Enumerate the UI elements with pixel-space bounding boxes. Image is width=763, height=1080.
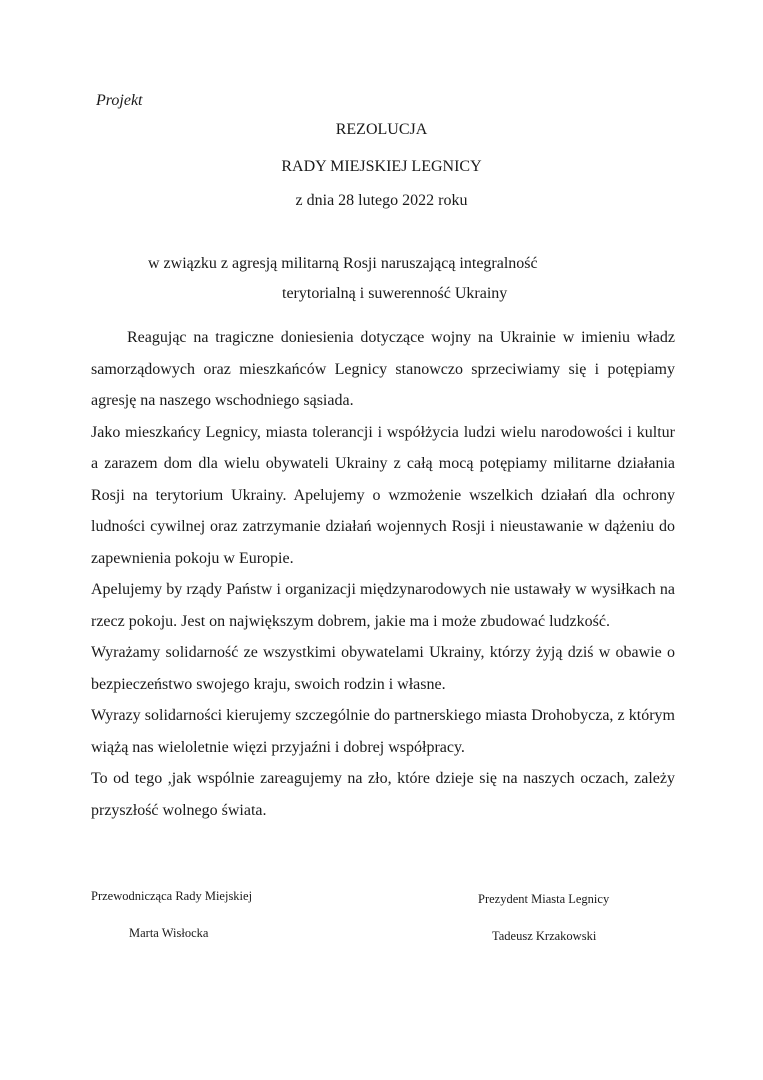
document-date: z dnia 28 lutego 2022 roku (295, 192, 468, 209)
body-paragraph-6: To od tego ,jak wspólnie zareagujemy na zło, które dzieje się na naszych oczach, zależy przyszłość wolnego świata. (91, 770, 675, 819)
right-signatory-name: Tadeusz Krzakowski (492, 929, 597, 943)
issuer-name: RADY MIEJSKIEJ LEGNICY (281, 158, 482, 175)
subject-line-2: terytorialną i suwerenność Ukrainy (282, 285, 508, 302)
subject-line-1: w związku z agresją militarną Rosji naruszającą integralność (148, 255, 538, 272)
resolution-body (91, 322, 675, 826)
body-paragraph-3: Apelujemy by rządy Państw i organizacji międzynarodowych nie ustawały w wysiłkach na rzecz pokoju. Jest on największym dobrem, jakie ma i może zbudować ludzkość. (91, 581, 675, 630)
left-signatory-role: Przewodnicząca Rady Miejskiej (91, 889, 253, 903)
body-paragraph-2: Jako mieszkańcy Legnicy, miasta tolerancji i współżycia ludzi wielu narodowości i kultur a zarazem dom dla wielu obywateli Ukrainy z całą mocą potępiamy militarne działania Rosji na terytorium Ukrainy. Apelujemy o wzmożenie wszelkich działań dla ochrony ludności cywilnej oraz zatrzymanie działań wojennych Rosji i nieustawanie w dążeniu do zapewnienia pokoju w Europie. (91, 423, 675, 567)
left-signatory-name: Marta Wisłocka (129, 926, 209, 940)
document-title: REZOLUCJA (335, 121, 428, 138)
body-paragraph-5: Wyrazy solidarności kierujemy szczególnie do partnerskiego miasta Drohobycza, z którym wiążą nas wieloletnie więzi przyjaźni i dobrej współpracy. (91, 707, 675, 756)
right-signatory-role: Prezydent Miasta Legnicy (478, 892, 610, 906)
draft-label: Projekt (96, 92, 143, 109)
body-paragraph-1: Reagując na tragiczne doniesienia dotyczące wojny na Ukrainie w imieniu władz samorządowych oraz mieszkańców Legnicy stanowczo sprzeciwiamy się i potępiamy agresję na naszego wschodniego sąsiada. (91, 329, 675, 409)
body-paragraph-4: Wyrażamy solidarność ze wszystkimi obywatelami Ukrainy, którzy żyją dziś w obawie o bezpieczeństwo swojego kraju, swoich rodzin i własne. (91, 644, 675, 693)
